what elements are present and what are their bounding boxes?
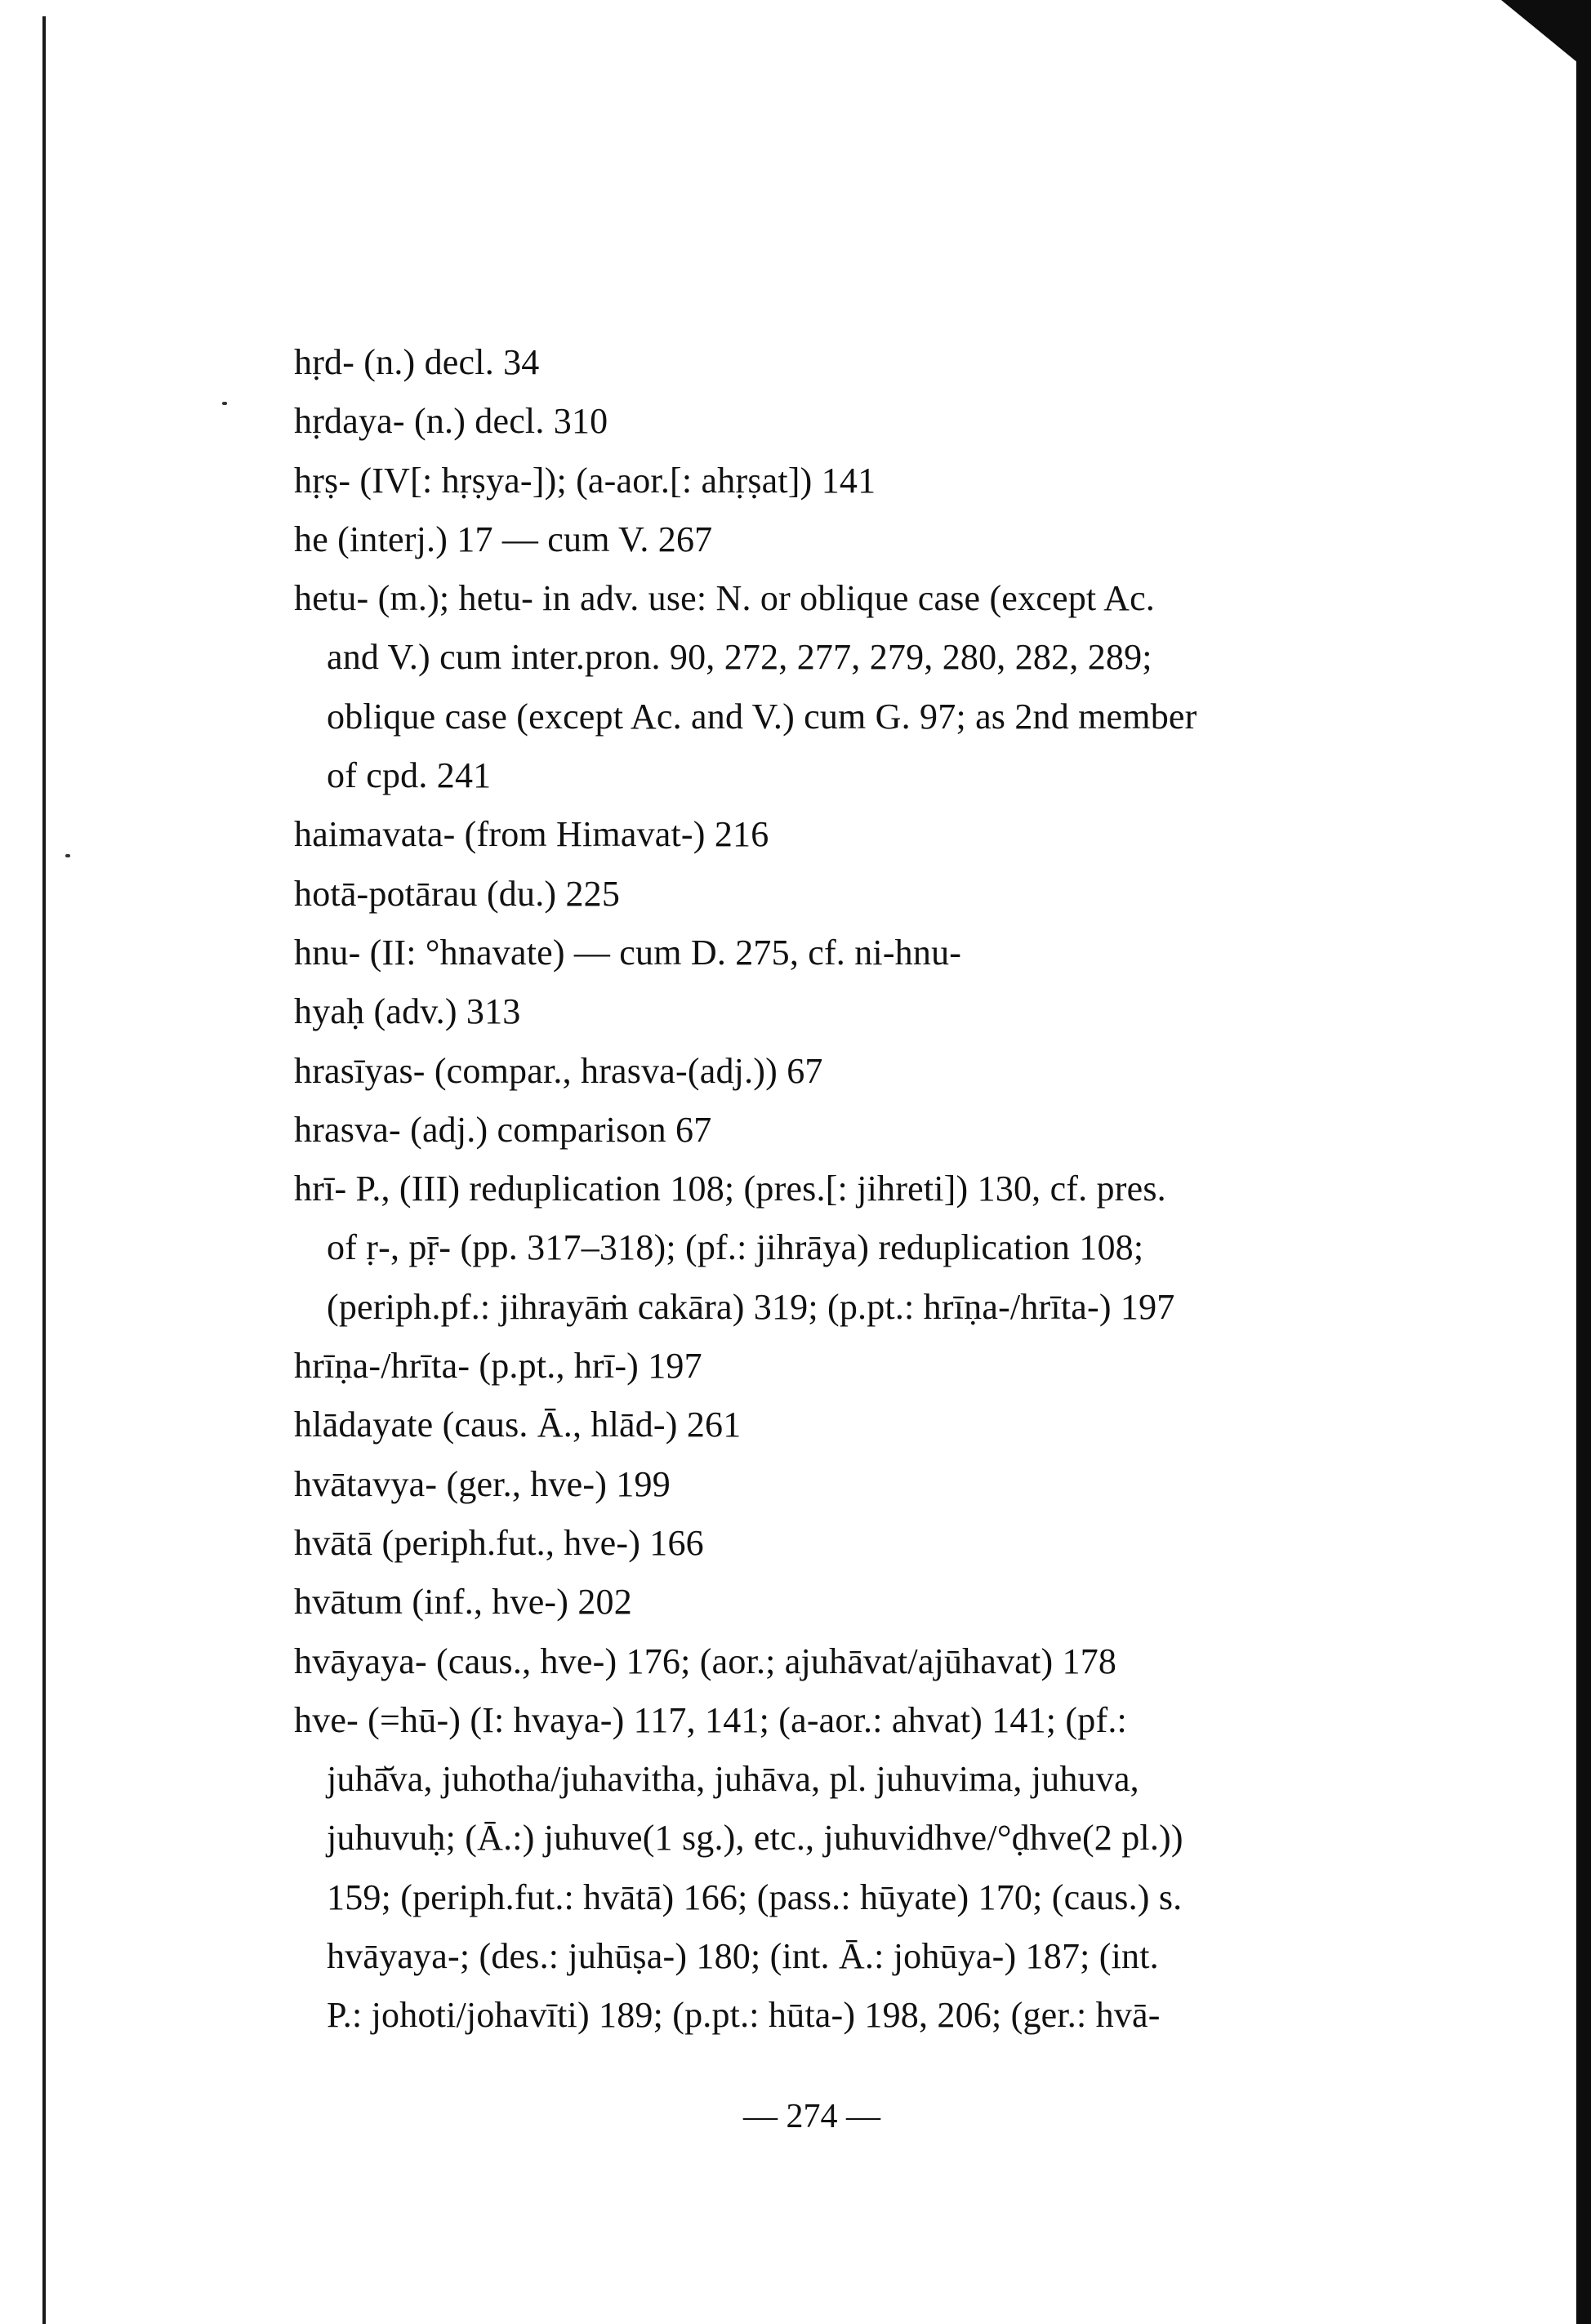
entry-line: hyaḥ (adv.) 313 <box>294 991 521 1032</box>
index-entry <box>294 1632 1372 1691</box>
entry-line: hve- (=hū-) (I: hvaya-) 117, 141; (a-aor.: ahvat) 141; (pf.: <box>294 1699 1127 1740</box>
index-entry <box>294 1396 1372 1454</box>
index-entry <box>294 1042 1372 1101</box>
entry-line: hvātavya- (ger., hve-) 199 <box>294 1463 671 1504</box>
entry-line: hetu- (m.); hetu- in adv. use: N. or oblique case (except Ac. <box>294 578 1155 619</box>
scan-speck <box>222 402 227 405</box>
index-entry <box>294 982 1372 1041</box>
entry-continuation-line: of ṛ-, pṝ- (pp. 317–318); (pf.: jihrāya) reduplication 108; <box>327 1227 1144 1268</box>
entry-continuation-line: and V.) cum inter.pron. 90, 272, 277, 279, 280, 282, 289; <box>327 637 1152 678</box>
index-entry <box>294 510 1372 569</box>
index-entry <box>294 1101 1372 1160</box>
entry-line: hrī- P., (III) reduplication 108; (pres.[: jihreti]) 130, cf. pres. <box>294 1169 1166 1209</box>
index-entry <box>294 569 1372 805</box>
entry-continuation-line: juhā̆va, juhotha/juhavitha, juhāva, pl. juhuvima, juhuva, <box>327 1759 1139 1800</box>
entry-line: haimavata- (from Himavat-) 216 <box>294 814 769 855</box>
entry-line: hlādayate (caus. Ā., hlād-) 261 <box>294 1405 742 1445</box>
entry-line: he (interj.) 17 — cum V. 267 <box>294 519 713 559</box>
index-entry <box>294 1573 1372 1632</box>
entry-line: hvātum (inf., hve-) 202 <box>294 1582 632 1623</box>
entry-continuation-line: (periph.pf.: jihrayāṁ cakāra) 319; (p.pt.: hrīṇa-/hrīta-) 197 <box>327 1286 1175 1327</box>
entry-continuation-line: 159; (periph.fut.: hvātā) 166; (pass.: hūyate) 170; (caus.) s. <box>327 1877 1183 1917</box>
index-entry <box>294 452 1372 510</box>
index-entry <box>294 924 1372 982</box>
index-entry <box>294 392 1372 451</box>
page-number: — 274 — <box>743 2098 880 2135</box>
entry-continuation-line: oblique case (except Ac. and V.) cum G. 97; as 2nd member <box>327 696 1197 737</box>
entry-continuation-line: hvāyaya-; (des.: juhūṣa-) 180; (int. Ā.: johūya-) 187; (int. <box>327 1936 1159 1977</box>
entry-line: hvātā (periph.fut., hve-) 166 <box>294 1522 704 1563</box>
index-entry <box>294 1455 1372 1514</box>
entry-continuation-line: juhuvuḥ; (Ā.:) juhuve(1 sg.), etc., juhuvidhve/°ḍhve(2 pl.)) <box>327 1818 1183 1859</box>
entry-continuation-line: P.: johoti/johavīti) 189; (p.pt.: hūta-) 198, 206; (ger.: hvā- <box>327 1995 1161 2036</box>
index-entry <box>294 1691 1372 2046</box>
index-entry <box>294 1337 1372 1396</box>
index-entries <box>294 333 1372 2046</box>
index-entry <box>294 333 1372 392</box>
entry-line: hotā-potārau (du.) 225 <box>294 873 621 914</box>
scan-speck <box>65 854 70 857</box>
entry-line: hnu- (II: °hnavate) — cum D. 275, cf. ni-hnu- <box>294 932 962 973</box>
index-entry <box>294 805 1372 864</box>
entry-line: hṛdaya- (n.) decl. 310 <box>294 401 608 442</box>
index-entry <box>294 865 1372 924</box>
entry-continuation-line: of cpd. 241 <box>327 755 492 796</box>
scan-edge-right <box>1576 49 1591 2324</box>
index-entry <box>294 1514 1372 1573</box>
entry-line: hrīṇa-/hrīta- (p.pt., hrī-) 197 <box>294 1346 702 1387</box>
entry-line: hvāyaya- (caus., hve-) 176; (aor.; ajuhāvat/ajūhavat) 178 <box>294 1641 1117 1681</box>
entry-line: hrasīyas- (compar., hrasva-(adj.)) 67 <box>294 1050 823 1091</box>
entry-line: hrasva- (adj.) comparison 67 <box>294 1109 712 1150</box>
index-entry <box>294 1160 1372 1337</box>
scan-edge-left <box>42 16 46 2324</box>
entry-line: hṛṣ- (IV[: hṛṣya-]); (a-aor.[: ahṛṣat]) 141 <box>294 460 876 501</box>
entry-line: hṛd- (n.) decl. 34 <box>294 342 540 382</box>
